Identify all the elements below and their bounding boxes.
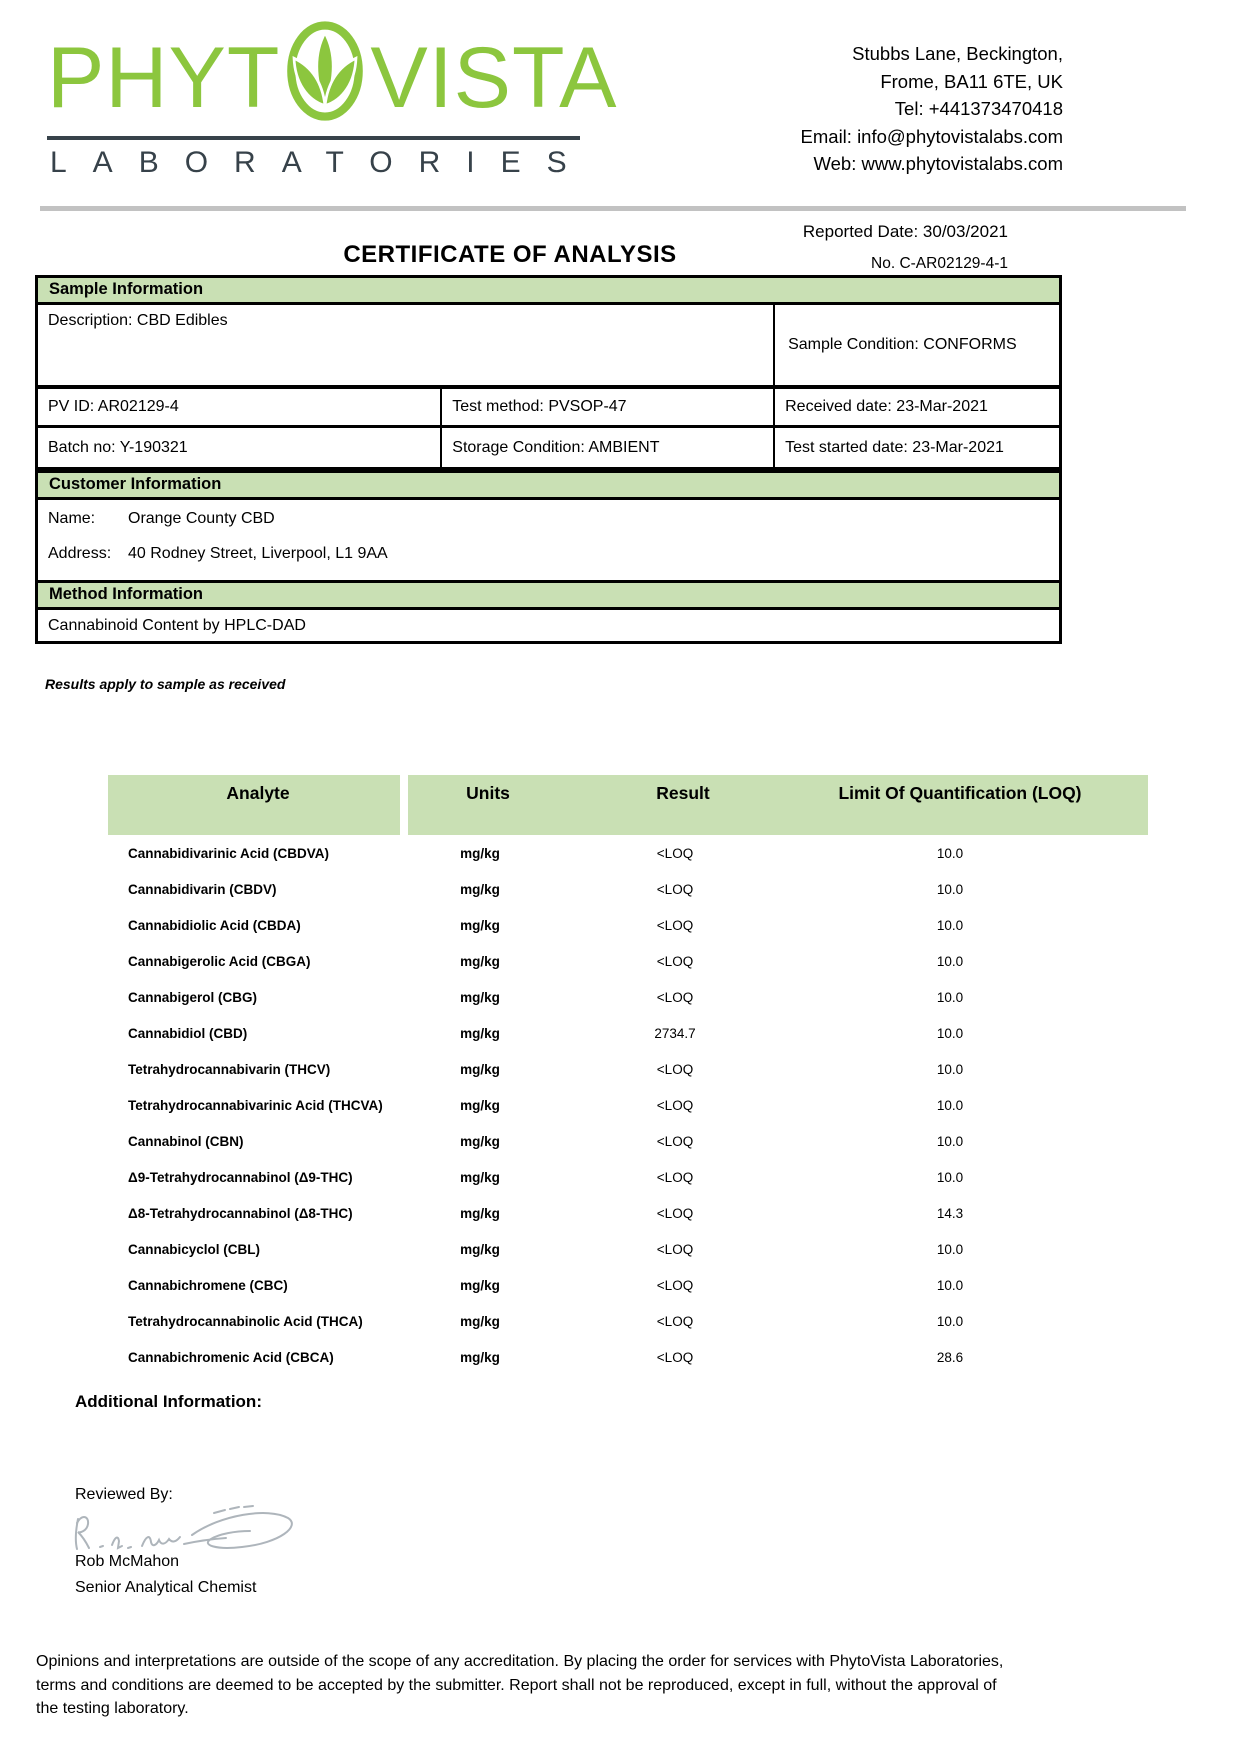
units-cell: mg/kg	[460, 1026, 500, 1041]
brand-text-right: VISTA	[370, 30, 618, 126]
units-cell: mg/kg	[460, 990, 500, 1005]
result-cell: <LOQ	[656, 882, 694, 897]
loq-cell: 10.0	[936, 1026, 964, 1041]
column-header-units: Units	[466, 783, 510, 803]
batch-row	[35, 428, 1062, 470]
loq-cell: 14.3	[936, 1206, 964, 1221]
contact-phone: Tel: +441373470418	[894, 98, 1063, 119]
column-header-result: Result	[656, 783, 710, 803]
table-row	[108, 1097, 1148, 1133]
analyte-cell: Tetrahydrocannabivarin (THCV)	[128, 1062, 331, 1077]
table-row	[108, 1241, 1148, 1277]
customer-name-label: Name:	[48, 510, 96, 527]
header-divider	[40, 206, 1186, 211]
contact-address-line-2: Frome, BA11 6TE, UK	[880, 70, 1063, 92]
result-cell: <LOQ	[656, 954, 694, 969]
table-row	[108, 881, 1148, 917]
disclaimer-line-2: terms and conditions are deemed to be accepted by the submitter. Report shall not be reproduced, except in full, without the approval of	[36, 1676, 997, 1694]
brand-text-left: PHYT	[47, 30, 281, 126]
leaf-in-oval-icon	[284, 20, 366, 136]
analyte-cell: Cannabidiolic Acid (CBDA)	[128, 918, 301, 933]
analyte-cell: Cannabichromenic Acid (CBCA)	[128, 1350, 334, 1365]
analyte-cell: Cannabicyclol (CBL)	[128, 1242, 261, 1257]
units-cell: mg/kg	[460, 1350, 500, 1365]
table-row	[108, 989, 1148, 1025]
result-cell: <LOQ	[656, 1278, 694, 1293]
table-row	[108, 1133, 1148, 1169]
units-cell: mg/kg	[460, 1206, 500, 1221]
lab-contact-block	[801, 40, 1063, 178]
table-row	[108, 1313, 1148, 1349]
results-table-header	[108, 775, 1148, 835]
test-started-date-cell: Test started date: 23-Mar-2021	[773, 428, 1059, 467]
loq-cell: 10.0	[936, 846, 964, 861]
units-cell: mg/kg	[460, 1062, 500, 1077]
pv-id-cell: PV ID: AR02129-4	[48, 398, 179, 415]
units-cell: mg/kg	[460, 1098, 500, 1113]
loq-cell: 10.0	[936, 1062, 964, 1077]
result-cell: <LOQ	[656, 1170, 694, 1185]
customer-details	[35, 500, 1062, 580]
units-cell: mg/kg	[460, 918, 500, 933]
analyte-cell: Cannabinol (CBN)	[128, 1134, 244, 1149]
loq-cell: 10.0	[936, 1170, 964, 1185]
customer-address-value: 40 Rodney Street, Liverpool, L1 9AA	[128, 545, 388, 562]
batch-no-cell: Batch no: Y-190321	[48, 438, 188, 456]
units-cell: mg/kg	[460, 954, 500, 969]
column-header-loq: Limit Of Quantification (LOQ)	[838, 783, 1082, 803]
result-cell: <LOQ	[656, 918, 694, 933]
sample-information-header: Sample Information	[35, 275, 1062, 305]
additional-information-label: Additional Information:	[75, 1392, 262, 1411]
customer-address-line	[48, 545, 1059, 563]
description-row	[35, 305, 1062, 389]
analyte-cell: Tetrahydrocannabivarinic Acid (THCVA)	[128, 1098, 383, 1113]
results-table-body	[108, 835, 1148, 1385]
table-row	[108, 1205, 1148, 1241]
analyte-cell: Cannabidivarin (CBDV)	[128, 882, 277, 897]
pv-id-row	[35, 389, 1062, 428]
result-cell: <LOQ	[656, 1314, 694, 1329]
method-cell: Cannabinoid Content by HPLC-DAD	[35, 610, 1062, 644]
contact-web: Web: www.phytovistalabs.com	[813, 153, 1063, 174]
disclaimer-line-1: Opinions and interpretations are outside of the scope of any accreditation. By placing the order for services with PhytoVista Laboratories,	[36, 1653, 1004, 1670]
disclaimer-line-3: the testing laboratory.	[36, 1700, 189, 1717]
phytovista-logo	[47, 24, 618, 132]
loq-cell: 10.0	[936, 1278, 964, 1293]
test-method-cell: Test method: PVSOP-47	[440, 389, 773, 425]
units-cell: mg/kg	[460, 1134, 500, 1149]
units-cell: mg/kg	[460, 846, 500, 861]
loq-cell: 28.6	[936, 1350, 964, 1365]
table-row	[108, 953, 1148, 989]
loq-cell: 10.0	[936, 1314, 964, 1329]
loq-cell: 10.0	[936, 918, 964, 933]
analyte-cell: Cannabidivarinic Acid (CBDVA)	[128, 846, 330, 861]
brand-wordmark	[47, 24, 618, 132]
reviewer-name: Rob McMahon	[75, 1553, 180, 1570]
header-column-gap	[400, 775, 408, 835]
result-cell: <LOQ	[656, 1098, 694, 1113]
analyte-cell: Δ8-Tetrahydrocannabinol (Δ8-THC)	[128, 1206, 353, 1221]
reviewed-by-label: Reviewed By:	[75, 1486, 173, 1503]
handwritten-signature-icon	[66, 1499, 316, 1560]
results-table	[108, 775, 1148, 1385]
reviewer-title: Senior Analytical Chemist	[75, 1579, 257, 1596]
result-cell: <LOQ	[656, 1350, 694, 1365]
customer-address-label: Address:	[48, 545, 112, 562]
loq-cell: 10.0	[936, 1134, 964, 1149]
result-cell: <LOQ	[656, 1062, 694, 1077]
result-cell: <LOQ	[656, 1134, 694, 1149]
table-row	[108, 917, 1148, 953]
table-row	[108, 1169, 1148, 1205]
logo-subtitle: LABORATORIES	[50, 146, 593, 179]
loq-cell: 10.0	[936, 882, 964, 897]
contact-email: Email: info@phytovistalabs.com	[800, 125, 1063, 147]
customer-name-value: Orange County CBD	[128, 510, 275, 527]
analyte-cell: Cannabidiol (CBD)	[128, 1026, 248, 1041]
loq-cell: 10.0	[936, 1242, 964, 1257]
logo-underline	[47, 136, 580, 140]
table-row	[108, 1061, 1148, 1097]
analyte-cell: Cannabigerol (CBG)	[128, 990, 258, 1005]
column-header-analyte: Analyte	[226, 783, 290, 803]
table-row	[108, 1277, 1148, 1313]
analyte-cell: Δ9-Tetrahydrocannabinol (Δ9-THC)	[128, 1170, 353, 1185]
analyte-cell: Tetrahydrocannabinolic Acid (THCA)	[128, 1314, 363, 1329]
received-date-cell: Received date: 23-Mar-2021	[773, 389, 1059, 425]
table-row	[108, 1349, 1148, 1385]
description-cell: Description: CBD Edibles	[48, 312, 228, 329]
customer-information-header: Customer Information	[35, 470, 1062, 500]
loq-cell: 10.0	[936, 954, 964, 969]
analyte-cell: Cannabichromene (CBC)	[128, 1278, 288, 1293]
table-row	[108, 1025, 1148, 1061]
result-cell: 2734.7	[654, 1026, 696, 1041]
units-cell: mg/kg	[460, 882, 500, 897]
analyte-cell: Cannabigerolic Acid (CBGA)	[128, 954, 311, 969]
reported-date: Reported Date: 30/03/2021	[802, 222, 1008, 241]
result-cell: <LOQ	[656, 1206, 694, 1221]
units-cell: mg/kg	[460, 1170, 500, 1185]
result-cell: <LOQ	[656, 990, 694, 1005]
result-cell: <LOQ	[656, 846, 694, 861]
units-cell: mg/kg	[460, 1278, 500, 1293]
footer-disclaimer	[36, 1650, 1003, 1721]
units-cell: mg/kg	[460, 1314, 500, 1329]
storage-condition-cell: Storage Condition: AMBIENT	[440, 428, 773, 467]
contact-address-line-1: Stubbs Lane, Beckington,	[852, 43, 1063, 64]
results-note: Results apply to sample as received	[45, 676, 286, 692]
loq-cell: 10.0	[936, 1098, 964, 1113]
result-cell: <LOQ	[656, 1242, 694, 1257]
report-number: No. C-AR02129-4-1	[871, 255, 1008, 272]
loq-cell: 10.0	[936, 990, 964, 1005]
sample-condition-cell: Sample Condition: CONFORMS	[773, 305, 1059, 385]
method-information-header: Method Information	[35, 580, 1062, 610]
info-boxes	[35, 275, 1062, 644]
units-cell: mg/kg	[460, 1242, 500, 1257]
customer-name-line	[48, 510, 1059, 528]
page-title: CERTIFICATE OF ANALYSIS	[343, 241, 677, 268]
table-row	[108, 845, 1148, 881]
